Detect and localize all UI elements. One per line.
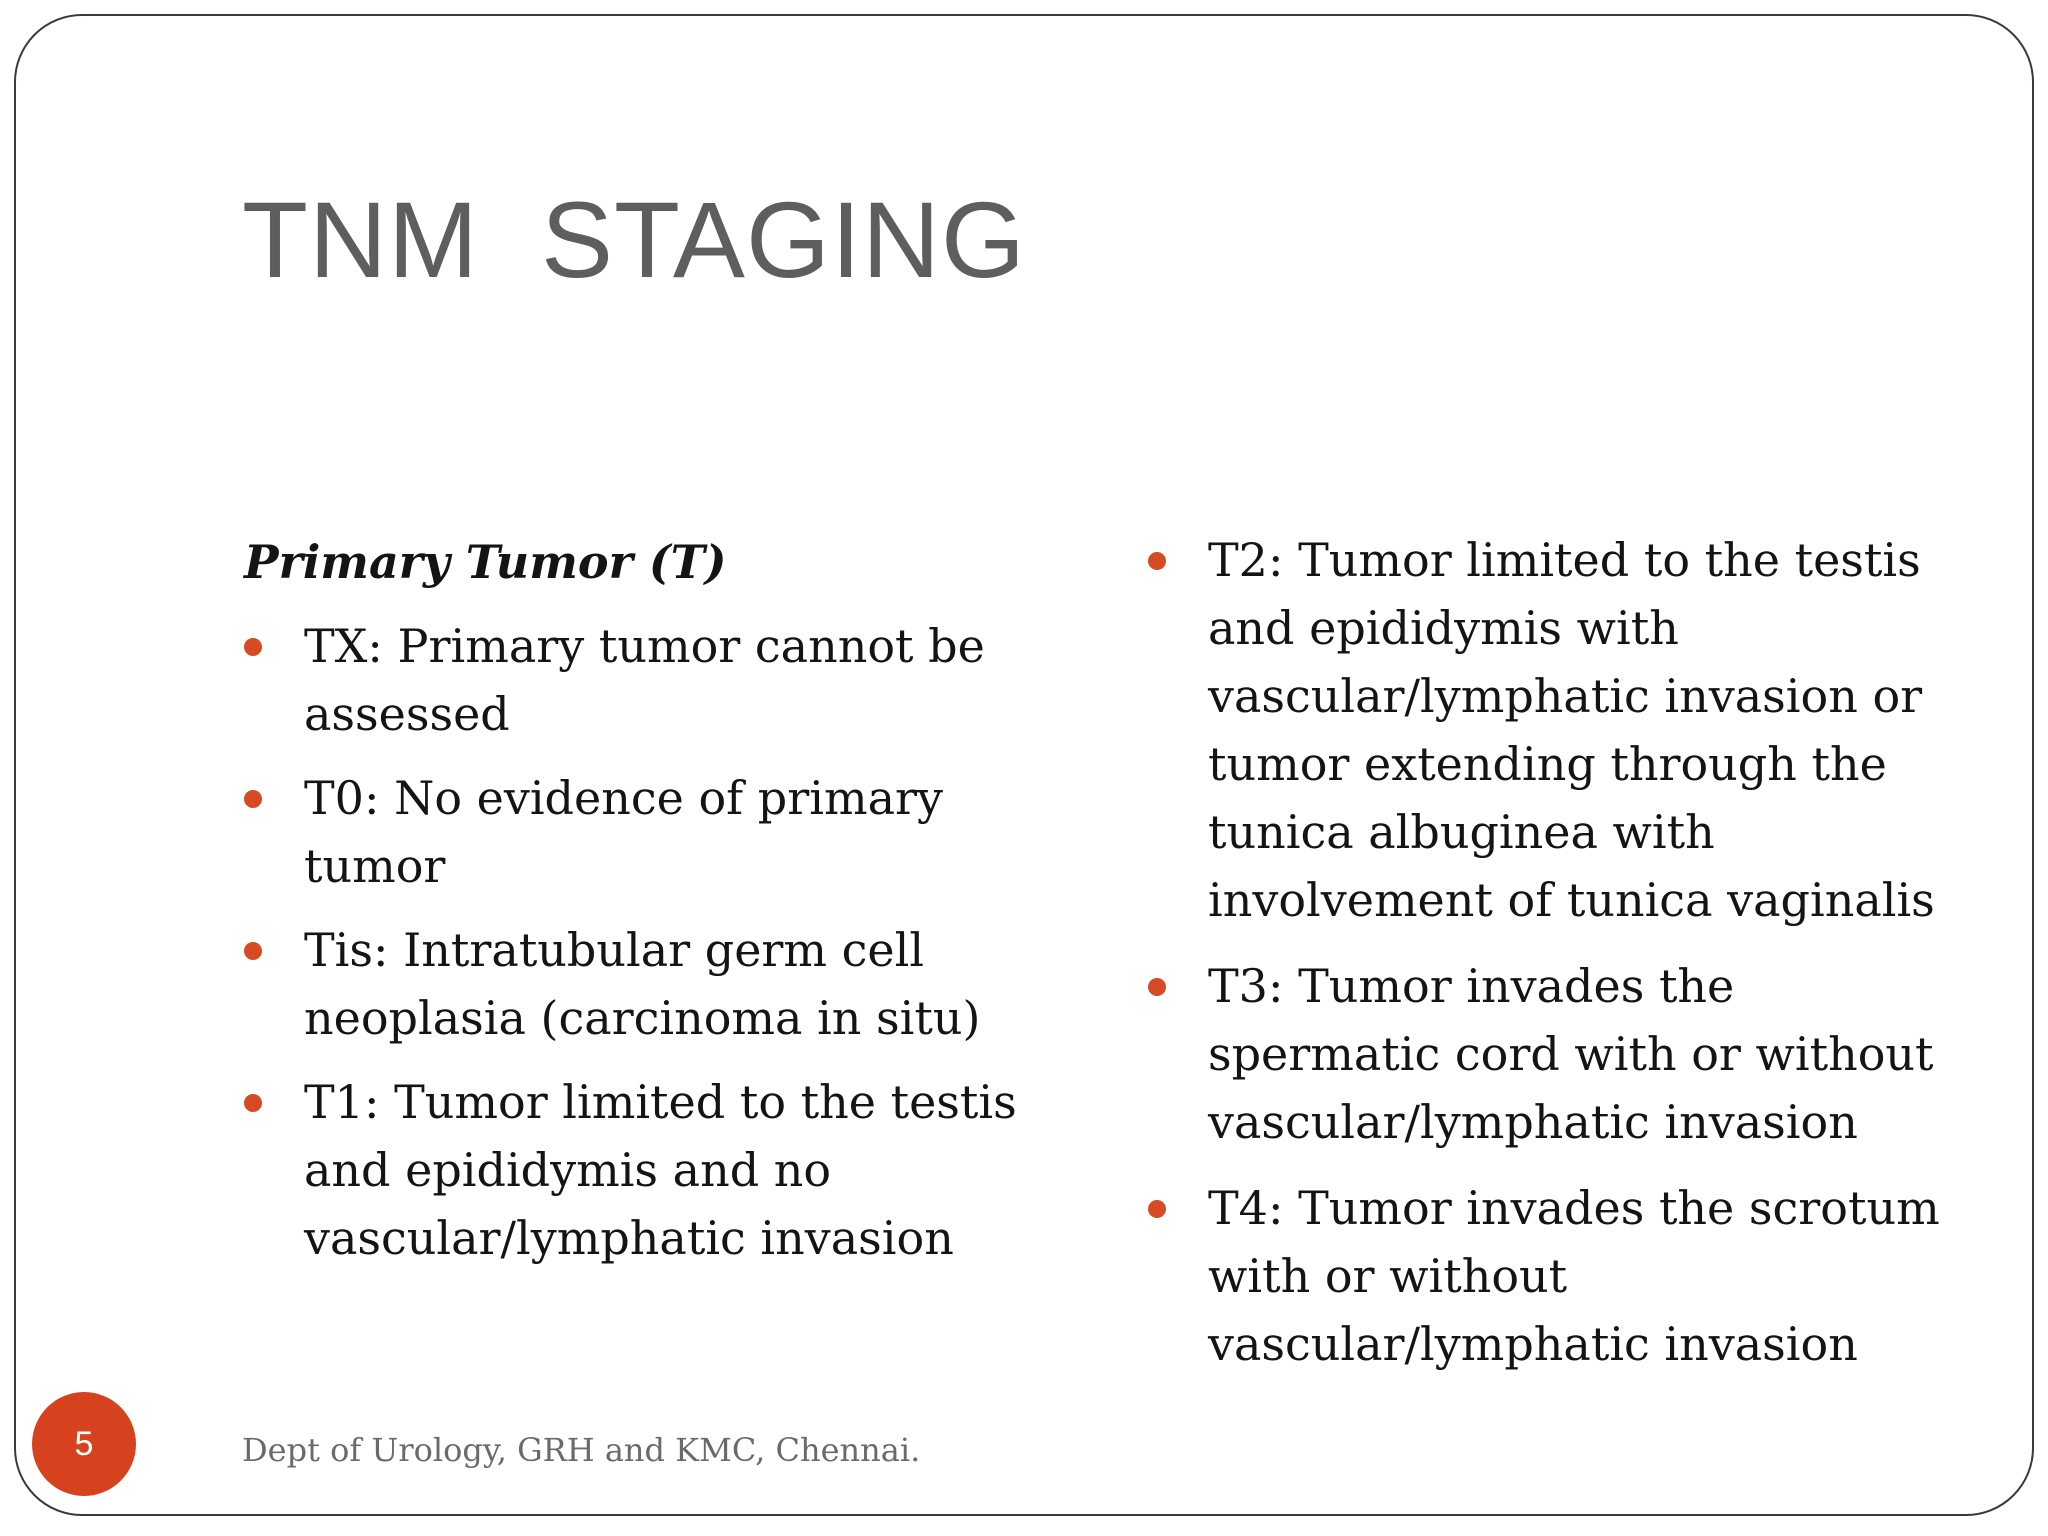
list-item-text: T1: Tumor limited to the testis and epididymis and no vascular/lymphatic invasion	[304, 1075, 1017, 1265]
bullet-icon	[244, 1094, 262, 1112]
bullet-icon	[244, 638, 262, 656]
list-item-tis	[244, 916, 1064, 1052]
page-number-badge: 5	[32, 1392, 136, 1496]
footer-text: Dept of Urology, GRH and KMC, Chennai.	[242, 1431, 921, 1469]
bullet-icon	[1148, 978, 1166, 996]
bullet-icon	[1148, 1200, 1166, 1218]
list-item-text: TX: Primary tumor cannot be assessed	[304, 619, 985, 741]
right-bullet-list	[1148, 526, 1968, 1378]
list-item-text: T2: Tumor limited to the testis and epididymis with vascular/lymphatic invasion or tumor extending through the tunica albuginea with involvement of tunica vaginalis	[1208, 533, 1935, 927]
slide-title: TNM STAGING	[242, 179, 1026, 300]
bullet-icon	[244, 790, 262, 808]
list-item-text: T4: Tumor invades the scrotum with or without vascular/lymphatic invasion	[1208, 1181, 1940, 1371]
list-item-t4	[1148, 1174, 1968, 1378]
list-item-t2	[1148, 526, 1968, 934]
list-item-text: T0: No evidence of primary tumor	[304, 771, 943, 893]
list-item-tx	[244, 612, 1064, 748]
list-item-t3	[1148, 952, 1968, 1156]
list-item-text: T3: Tumor invades the spermatic cord with or without vascular/lymphatic invasion	[1208, 959, 1934, 1149]
left-column	[244, 528, 1064, 1288]
slide	[14, 14, 2034, 1516]
list-item-t1	[244, 1068, 1064, 1272]
list-item-text: Tis: Intratubular germ cell neoplasia (carcinoma in situ)	[304, 923, 981, 1045]
primary-tumor-subheading: Primary Tumor (T)	[244, 535, 727, 589]
bullet-icon	[1148, 552, 1166, 570]
list-item-t0	[244, 764, 1064, 900]
right-column	[1148, 526, 1968, 1396]
bullet-icon	[244, 942, 262, 960]
left-bullet-list	[244, 612, 1064, 1272]
